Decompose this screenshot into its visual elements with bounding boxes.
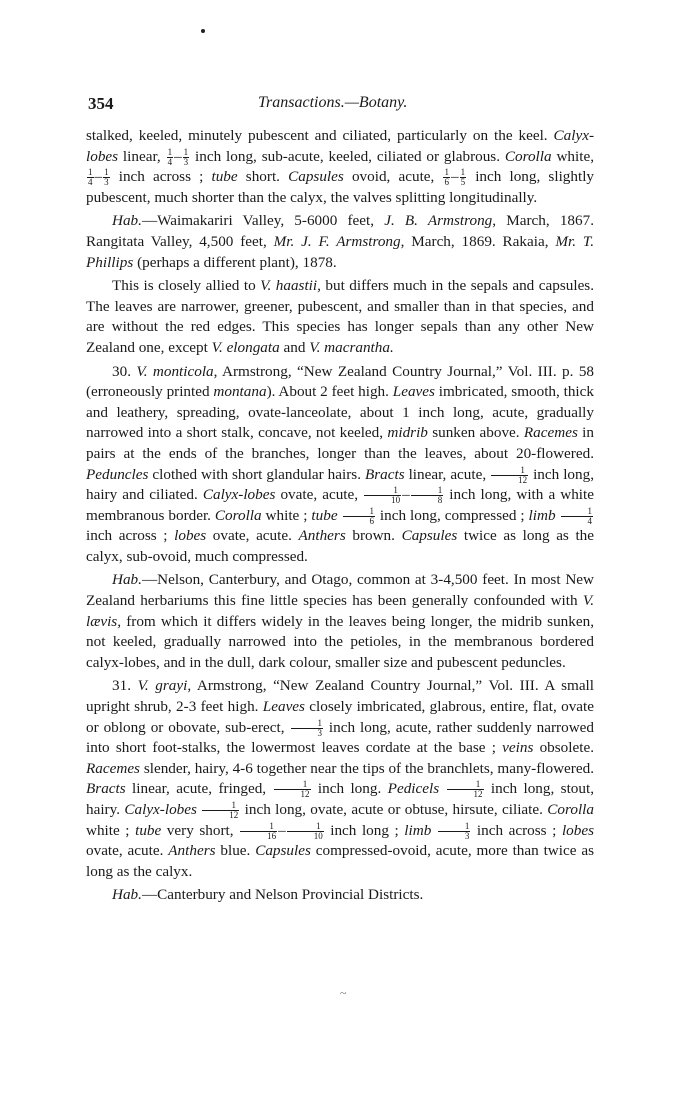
body-text bbox=[86, 126, 594, 906]
scan-blemish: ~ bbox=[340, 986, 347, 1000]
paragraph-species-30: 30. V. monticola, Armstrong, “New Zealand Country Journal,” Vol. III. p. 58 (erroneously printed montana). About 2 feet high. Leaves imbricated, smooth, thick and leathery, spreading, ovate-lanceolate, about 1 inch long, acute, gradually narrowed into a short stalk, concave, not keeled, midrib sunken above. Racemes in pairs at the ends of the branches, longer than the leaves, about 20-flowered. Peduncles clothed with short glandular hairs. Bracts linear, acute, $\frac{1}{12}$ inch long, hairy and ciliated. Calyx-lobes ovate, acute, $\frac{1}{10}$ – $\frac{1}{8}$ inch long, with a white membranous border. Corolla white ; tube $\frac{1}{6}$ inch long, compressed ; limb $\frac{1}{4}$ inch across ; lobes ovate, acute. Anthers brown. Capsules twice as long as the calyx, sub-ovoid, much compressed. bbox=[86, 362, 595, 565]
paragraph-habitat-30: Hab.—Nelson, Canterbury, and Otago, common at 3-4,500 feet. In most New Zealand herbariums this fine little species has been generally confounded with V. lævis, from which it differs widely in the leaves being longer, the midrib sunken, not keeled, gradually narrowed into the petioles, in the membranous bordered calyx-lobes, and in the dull, dark colour, smaller size and pubescent peduncles. bbox=[86, 571, 594, 671]
paragraph-description-continued: stalked, keeled, minutely pubescent and ciliated, particularly on the keel. Calyx-lobes linear, $\frac{1}{4}$ – $\frac{1}{3}$ inch long, sub-acute, keeled, ciliated or glabrous. Corolla white, $\frac{1}{4}$ – $\frac{1}{3}$ inch across ; tube short. Capsules ovoid, acute, $\frac{1}{6}$ – $\frac{1}{5}$ inch long, slightly pubescent, much shorter than the calyx, the valves splitting longitudinally. bbox=[86, 127, 595, 206]
page-number: 354 bbox=[88, 94, 114, 113]
paragraph-habitat-31: Hab.—Canterbury and Nelson Provincial Districts. bbox=[112, 886, 424, 904]
paragraph-comparison: This is closely allied to V. haastii, but differs much in the sepals and capsules. The leaves are narrower, greener, pubescent, and smaller than in that species, and are without the red edges. This species has longer sepals than any other New Zealand one, except V. elongata and V. macrantha. bbox=[86, 277, 595, 356]
paragraph-species-31: 31. V. grayi, Armstrong, “New Zealand Country Journal,” Vol. III. A small upright shrub, 2-3 feet high. Leaves closely imbricated, glabrous, entire, flat, ovate or oblong or obovate, sub-erect, $\frac{1}{3}$ inch long, acute, rather suddenly narrowed into short foot-stalks, the lowermost leaves cordate at the base ; veins obsolete. Racemes slender, hairy, 4-6 together near the tips of the branchlets, many-flowered. Bracts linear, acute, fringed, $\frac{1}{12}$ inch long. Pedicels $\frac{1}{12}$ inch long, stout, hairy. Calyx-lobes $\frac{1}{12}$ inch long, ovate, acute or obtuse, hirsute, ciliate. Corolla white ; tube very short, $\frac{1}{16}$ – $\frac{1}{10}$ inch long ; limb $\frac{1}{3}$ inch across ; lobes ovate, acute. Anthers blue. Capsules compressed-ovoid, acute, more than twice as long as the calyx. bbox=[86, 677, 595, 880]
page-header bbox=[88, 94, 598, 118]
paragraph-habitat-1: Hab.—Waimakariri Valley, 5-6000 feet, J. B. Armstrong, March, 1867. Rangitata Valley, 4,500 feet, Mr. J. F. Armstrong, March, 1869. Rakaia, Mr. T. Phillips (perhaps a different plant), 1878. bbox=[86, 212, 594, 271]
ink-speck bbox=[201, 29, 205, 33]
running-head: Transactions.—Botany. bbox=[258, 94, 408, 111]
